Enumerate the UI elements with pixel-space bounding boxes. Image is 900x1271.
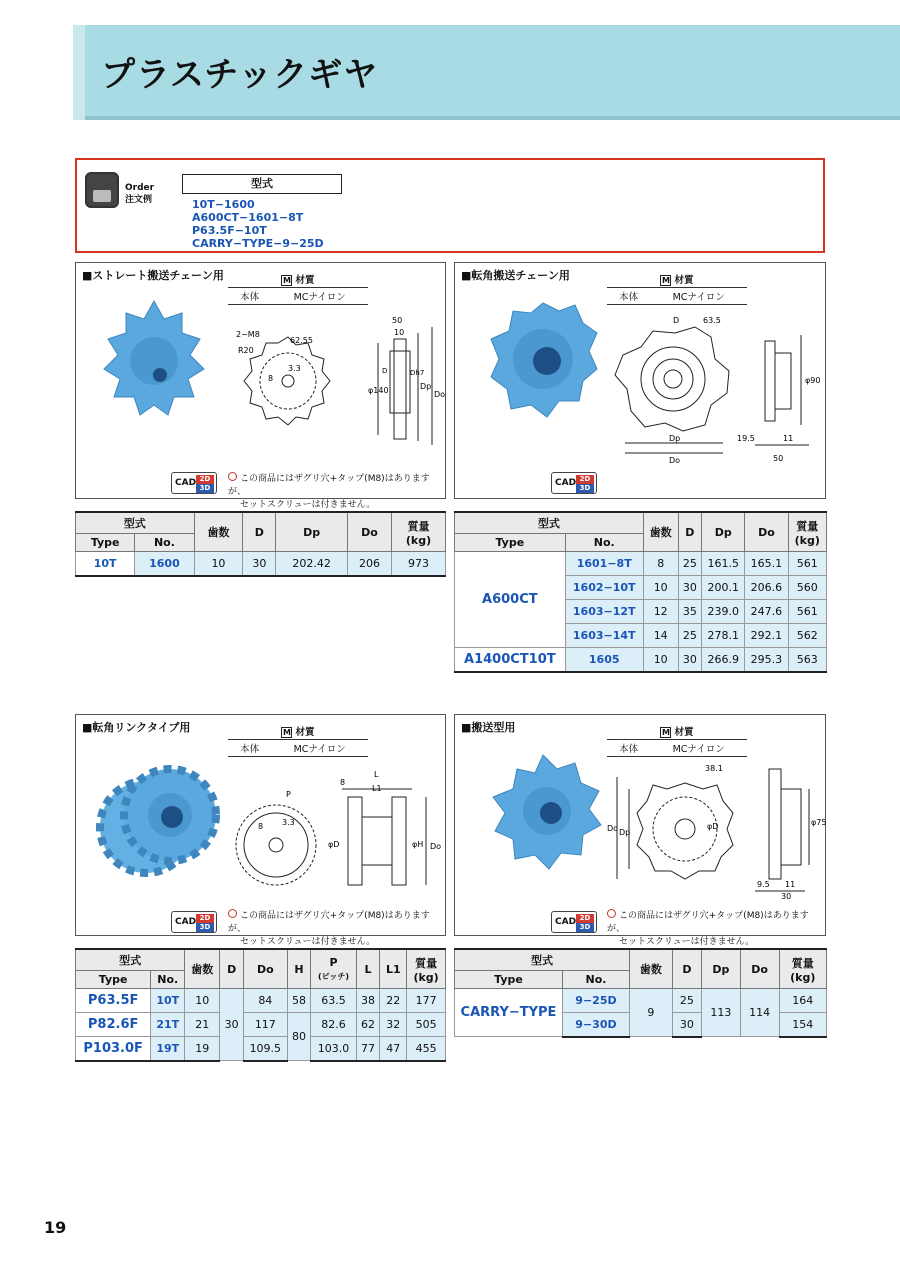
spec-table-link bbox=[75, 948, 446, 1062]
note bbox=[228, 472, 445, 512]
col-teeth: 歯数 bbox=[194, 512, 243, 552]
dim-label: D bbox=[673, 316, 680, 325]
cell-dp: 239.0 bbox=[702, 600, 745, 624]
cell-h: 58 bbox=[287, 989, 311, 1013]
col-do: Do bbox=[347, 512, 391, 552]
cell-p: 63.5 bbox=[311, 989, 356, 1013]
material-header bbox=[607, 723, 747, 740]
dim-label: 38.1 bbox=[705, 764, 723, 773]
dim-label: D bbox=[382, 367, 388, 375]
cell-l: 77 bbox=[356, 1037, 380, 1061]
dim-label: Do bbox=[434, 390, 446, 399]
cell-no: 9−25D bbox=[563, 989, 630, 1013]
material-body-value: MCナイロン bbox=[650, 288, 747, 305]
cell-mass: 561 bbox=[788, 600, 826, 624]
cad-badge[interactable] bbox=[551, 472, 597, 494]
col-type: 型式 bbox=[455, 512, 644, 534]
page-header bbox=[73, 25, 900, 120]
material-table bbox=[607, 723, 747, 757]
panel-straight bbox=[75, 262, 446, 510]
dim-label: 8 bbox=[258, 822, 264, 831]
dim-label: 50 bbox=[773, 454, 784, 463]
col-no: No. bbox=[563, 971, 630, 989]
panel-corner bbox=[454, 262, 826, 499]
dim-label: Do bbox=[607, 824, 619, 833]
dim-label: Dp bbox=[669, 434, 681, 443]
cell-teeth: 10 bbox=[185, 989, 220, 1013]
straight-drawing bbox=[228, 313, 446, 463]
cad-badge[interactable] bbox=[171, 472, 217, 494]
cell-mass: 562 bbox=[788, 624, 826, 648]
order-code: 10T−1600 bbox=[192, 198, 255, 211]
cell-d: 25 bbox=[678, 624, 702, 648]
col-mass bbox=[392, 512, 446, 552]
header-shadow bbox=[73, 25, 85, 120]
cell-l1: 32 bbox=[380, 1013, 407, 1037]
cad-badge[interactable] bbox=[171, 911, 217, 933]
dim-label: 30 bbox=[781, 892, 792, 901]
col-dp: Dp bbox=[701, 949, 740, 989]
spec-table-straight bbox=[75, 511, 446, 577]
cad-2d: 2D bbox=[576, 475, 594, 484]
note-line2: セットスクリューは付きません。 bbox=[240, 937, 376, 947]
dim-label: Dp bbox=[619, 828, 631, 837]
cell-mass: 455 bbox=[407, 1037, 446, 1061]
carry-drawing bbox=[605, 759, 825, 899]
cell-l1: 22 bbox=[380, 989, 407, 1013]
cell-d: 30 bbox=[243, 552, 276, 576]
cell-dp: 278.1 bbox=[702, 624, 745, 648]
col-no: No. bbox=[565, 534, 643, 552]
spec-table-corner bbox=[454, 511, 827, 673]
cell-teeth: 10 bbox=[643, 648, 678, 672]
cell-mass: 973 bbox=[392, 552, 446, 576]
col-type-en: Type bbox=[455, 534, 566, 552]
material-body-label: 本体 bbox=[607, 288, 650, 305]
col-do: Do bbox=[244, 949, 288, 989]
note-line1: この商品にはザグリ穴+タップ(M8)はありますが、 bbox=[228, 911, 430, 934]
material-icon: M bbox=[662, 276, 670, 285]
spec-table-carry bbox=[454, 948, 827, 1038]
cell-no: 10T bbox=[151, 989, 185, 1013]
col-mass-unit: (kg) bbox=[413, 970, 439, 984]
cell-dp: 161.5 bbox=[702, 552, 745, 576]
dim-label: 11 bbox=[785, 880, 796, 889]
cad-2d: 2D bbox=[196, 475, 214, 484]
page-title: プラスチックギヤ bbox=[101, 55, 379, 95]
col-type-en: Type bbox=[455, 971, 563, 989]
cell-type: A1400CT10T bbox=[455, 648, 566, 672]
col-p-label: P bbox=[329, 956, 338, 969]
dim-label: 11 bbox=[783, 434, 794, 443]
gear-image bbox=[483, 295, 603, 445]
cell-no: 9−30D bbox=[563, 1013, 630, 1037]
material-icon: M bbox=[662, 728, 670, 737]
table-row bbox=[455, 648, 827, 672]
cell-teeth: 10 bbox=[643, 576, 678, 600]
cad-label: CAD bbox=[175, 917, 197, 927]
col-type: 型式 bbox=[76, 949, 185, 971]
note-line1: この商品にはザグリ穴+タップ(M8)はありますが、 bbox=[228, 474, 430, 497]
material-body-label: 本体 bbox=[228, 288, 271, 305]
panel-link bbox=[75, 714, 446, 947]
cell-dp: 266.9 bbox=[702, 648, 745, 672]
info-icon bbox=[228, 472, 237, 481]
cell-type: CARRY−TYPE bbox=[455, 989, 563, 1037]
material-body-value: MCナイロン bbox=[650, 740, 747, 757]
note bbox=[607, 909, 825, 949]
col-dp: Dp bbox=[276, 512, 348, 552]
material-body-label: 本体 bbox=[228, 740, 271, 757]
cell-dp: 202.42 bbox=[276, 552, 348, 576]
cell-do: 295.3 bbox=[745, 648, 788, 672]
cell-do: 247.6 bbox=[745, 600, 788, 624]
cell-no: 1603−12T bbox=[565, 600, 643, 624]
page-number: 19 bbox=[44, 1218, 67, 1237]
cell-d: 30 bbox=[678, 648, 702, 672]
table-row bbox=[455, 552, 827, 576]
col-type: 型式 bbox=[455, 949, 630, 971]
cad-2d: 2D bbox=[196, 914, 214, 923]
cell-type: P103.0F bbox=[76, 1037, 151, 1061]
cad-2d: 2D bbox=[576, 914, 594, 923]
cell-do: 114 bbox=[740, 989, 779, 1037]
cell-d: 35 bbox=[678, 600, 702, 624]
col-mass bbox=[779, 949, 827, 989]
dim-label: 9.5 bbox=[757, 880, 770, 889]
cad-3d: 3D bbox=[576, 923, 594, 932]
cad-label: CAD bbox=[175, 478, 197, 488]
dim-label: 8 bbox=[340, 778, 346, 787]
panel-title: ■ストレート搬送チェーン用 bbox=[82, 269, 224, 282]
info-icon bbox=[228, 909, 237, 918]
panel-title: ■搬送型用 bbox=[461, 721, 516, 734]
material-icon: M bbox=[283, 728, 291, 737]
material-header bbox=[607, 271, 747, 288]
dim-label: L bbox=[374, 770, 379, 779]
col-do: Do bbox=[745, 512, 788, 552]
cell-dp: 200.1 bbox=[702, 576, 745, 600]
col-l1: L1 bbox=[380, 949, 407, 989]
cell-mass: 505 bbox=[407, 1013, 446, 1037]
order-code: A600CT−1601−8T bbox=[192, 211, 304, 224]
table-row bbox=[76, 1037, 446, 1061]
col-type: 型式 bbox=[76, 512, 195, 534]
cell-do: 206 bbox=[347, 552, 391, 576]
dim-label: 10 bbox=[394, 328, 405, 337]
panel-title: ■転角リンクタイプ用 bbox=[82, 721, 191, 734]
cell-p: 103.0 bbox=[311, 1037, 356, 1061]
link-drawing bbox=[228, 767, 443, 897]
cell-l1: 47 bbox=[380, 1037, 407, 1061]
dim-label: 19.5 bbox=[737, 434, 755, 443]
col-mass-label: 質量 bbox=[796, 519, 819, 533]
col-type-en: Type bbox=[76, 534, 135, 552]
material-header-label: 材質 bbox=[674, 275, 694, 286]
cell-do: 109.5 bbox=[244, 1037, 288, 1061]
dim-label: φ140 bbox=[368, 386, 389, 395]
panel-title: ■転角搬送チェーン用 bbox=[461, 269, 570, 282]
col-d: D bbox=[220, 949, 244, 989]
cell-no: 1600 bbox=[135, 552, 194, 576]
dim-label: Dh7 bbox=[410, 369, 425, 377]
col-teeth: 歯数 bbox=[185, 949, 220, 989]
cell-mass: 563 bbox=[788, 648, 826, 672]
material-body-value: MCナイロン bbox=[271, 740, 368, 757]
cell-teeth: 21 bbox=[185, 1013, 220, 1037]
panel-carry bbox=[454, 714, 827, 947]
cell-do: 292.1 bbox=[745, 624, 788, 648]
dim-label: 50 bbox=[392, 316, 403, 325]
cell-no: 1603−14T bbox=[565, 624, 643, 648]
dim-label: 3.3 bbox=[288, 364, 301, 373]
phone-icon bbox=[85, 172, 119, 208]
col-dp: Dp bbox=[702, 512, 745, 552]
cell-d: 30 bbox=[220, 989, 244, 1061]
order-code: CARRY−TYPE−9−25D bbox=[192, 237, 324, 250]
cell-no: 19T bbox=[151, 1037, 185, 1061]
order-code: P63.5F−10T bbox=[192, 224, 267, 237]
cell-do: 165.1 bbox=[745, 552, 788, 576]
cell-teeth: 10 bbox=[194, 552, 243, 576]
col-h: H bbox=[287, 949, 311, 989]
order-type-header: 型式 bbox=[182, 174, 342, 194]
gear-image bbox=[94, 291, 214, 441]
table-row bbox=[76, 989, 446, 1013]
cell-teeth: 8 bbox=[643, 552, 678, 576]
col-mass bbox=[407, 949, 446, 989]
material-body-label: 本体 bbox=[607, 740, 650, 757]
cell-d: 30 bbox=[678, 576, 702, 600]
col-mass-unit: (kg) bbox=[405, 533, 432, 547]
cell-do: 206.6 bbox=[745, 576, 788, 600]
cad-label: CAD bbox=[555, 478, 577, 488]
cell-d: 30 bbox=[672, 1013, 701, 1037]
col-type-en: Type bbox=[76, 971, 151, 989]
note-line1: この商品にはザグリ穴+タップ(M8)はありますが、 bbox=[607, 911, 809, 934]
dim-label: 62.55 bbox=[290, 336, 313, 345]
cell-mass: 561 bbox=[788, 552, 826, 576]
col-p bbox=[311, 949, 356, 989]
col-d: D bbox=[678, 512, 702, 552]
dim-label: φH bbox=[412, 840, 424, 849]
cell-do: 84 bbox=[244, 989, 288, 1013]
cell-l: 62 bbox=[356, 1013, 380, 1037]
material-header-label: 材質 bbox=[295, 727, 315, 738]
note-line2: セットスクリューは付きません。 bbox=[240, 500, 376, 510]
col-mass bbox=[788, 512, 826, 552]
cad-3d: 3D bbox=[196, 923, 214, 932]
col-no: No. bbox=[151, 971, 185, 989]
col-l: L bbox=[356, 949, 380, 989]
cell-mass: 164 bbox=[779, 989, 827, 1013]
col-p-sub: (ピッチ) bbox=[317, 972, 349, 981]
col-mass-label: 質量 bbox=[415, 956, 438, 970]
note-line2: セットスクリューは付きません。 bbox=[619, 937, 755, 947]
cell-type: 10T bbox=[76, 552, 135, 576]
table-row bbox=[455, 989, 827, 1013]
cell-dp: 113 bbox=[701, 989, 740, 1037]
col-do: Do bbox=[740, 949, 779, 989]
order-example-box bbox=[75, 158, 825, 253]
dim-label: 8 bbox=[268, 374, 274, 383]
cell-no: 21T bbox=[151, 1013, 185, 1037]
dim-label: Dp bbox=[420, 382, 432, 391]
dim-label: P bbox=[286, 790, 291, 799]
material-icon: M bbox=[283, 276, 291, 285]
dim-label: φ75 bbox=[811, 818, 827, 827]
order-label-en: Order bbox=[125, 183, 155, 193]
col-d: D bbox=[243, 512, 276, 552]
cell-d: 25 bbox=[672, 989, 701, 1013]
col-mass-label: 質量 bbox=[791, 956, 814, 970]
col-d: D bbox=[672, 949, 701, 989]
cell-teeth: 19 bbox=[185, 1037, 220, 1061]
cell-type: P63.5F bbox=[76, 989, 151, 1013]
dim-label: φD bbox=[707, 822, 719, 831]
dim-label: 2−M8 bbox=[236, 330, 260, 339]
dim-label: φD bbox=[328, 840, 340, 849]
cell-type: P82.6F bbox=[76, 1013, 151, 1037]
cell-d: 25 bbox=[678, 552, 702, 576]
cell-teeth: 14 bbox=[643, 624, 678, 648]
material-header bbox=[228, 271, 368, 288]
dim-label: Do bbox=[669, 456, 681, 465]
info-icon bbox=[607, 909, 616, 918]
dim-label: Do bbox=[430, 842, 442, 851]
col-teeth: 歯数 bbox=[643, 512, 678, 552]
cell-h: 80 bbox=[287, 1013, 311, 1061]
material-body-value: MCナイロン bbox=[271, 288, 368, 305]
material-table bbox=[607, 271, 747, 305]
table-row bbox=[76, 1013, 446, 1037]
cell-no: 1602−10T bbox=[565, 576, 643, 600]
cell-teeth: 9 bbox=[629, 989, 672, 1037]
col-no: No. bbox=[135, 534, 194, 552]
corner-drawing bbox=[605, 313, 825, 498]
note bbox=[228, 909, 445, 949]
cell-mass: 154 bbox=[779, 1013, 827, 1037]
cad-3d: 3D bbox=[576, 484, 594, 493]
dim-label: φ90 bbox=[805, 376, 821, 385]
col-teeth: 歯数 bbox=[629, 949, 672, 989]
cad-3d: 3D bbox=[196, 484, 214, 493]
material-header bbox=[228, 723, 368, 740]
cad-label: CAD bbox=[555, 917, 577, 927]
cell-l: 38 bbox=[356, 989, 380, 1013]
gear-image bbox=[477, 749, 607, 889]
col-mass-unit: (kg) bbox=[794, 533, 820, 547]
cell-mass: 560 bbox=[788, 576, 826, 600]
dim-label: 63.5 bbox=[703, 316, 721, 325]
material-table bbox=[228, 271, 368, 305]
cell-no: 1605 bbox=[565, 648, 643, 672]
cell-mass: 177 bbox=[407, 989, 446, 1013]
cell-do: 117 bbox=[244, 1013, 288, 1037]
dim-label: 3.3 bbox=[282, 818, 295, 827]
material-header-label: 材質 bbox=[295, 275, 315, 286]
dim-label: R20 bbox=[238, 346, 254, 355]
col-mass-unit: (kg) bbox=[790, 970, 816, 984]
cell-type: A600CT bbox=[455, 552, 566, 648]
cell-no: 1601−8T bbox=[565, 552, 643, 576]
table-row bbox=[76, 552, 446, 576]
order-codes bbox=[192, 198, 324, 250]
order-label-jp: 注文例 bbox=[125, 195, 153, 205]
cad-badge[interactable] bbox=[551, 911, 597, 933]
order-label bbox=[125, 182, 154, 206]
material-header-label: 材質 bbox=[674, 727, 694, 738]
dim-label: L1 bbox=[372, 784, 382, 793]
cell-teeth: 12 bbox=[643, 600, 678, 624]
cell-p: 82.6 bbox=[311, 1013, 356, 1037]
gear-image bbox=[90, 745, 220, 895]
material-table bbox=[228, 723, 368, 757]
col-mass-label: 質量 bbox=[407, 519, 430, 533]
